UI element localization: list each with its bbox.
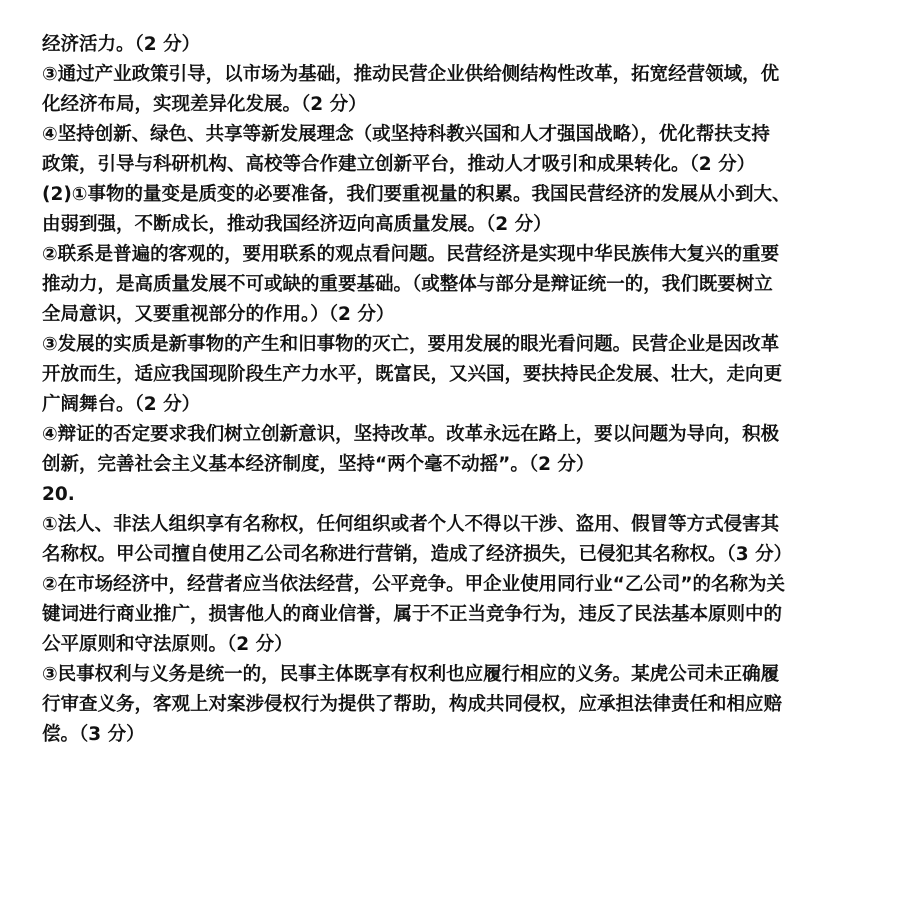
text-line: 键词进行商业推广，损害他人的商业信誉，属于不正当竞争行为，违反了民法基本原则中的 [42, 604, 783, 625]
text-line: 偿。（3 分） [42, 724, 145, 745]
text-line: 经济活力。（2 分） [42, 34, 201, 55]
question-number: 20. [42, 484, 75, 505]
text-line: ②联系是普遍的客观的，要用联系的观点看问题。民营经济是实现中华民族伟大复兴的重要 [42, 244, 780, 265]
text-line: ④坚持创新、绿色、共享等新发展理念（或坚持科教兴国和人才强国战略），优化帮扶支持 [42, 124, 770, 145]
text-line: 政策，引导与科研机构、高校等合作建立创新平台，推动人才吸引和成果转化。（2 分） [42, 154, 756, 175]
text-line: 公平原则和守法原则。（2 分） [42, 634, 293, 655]
text-line: 化经济布局，实现差异化发展。（2 分） [42, 94, 367, 115]
text-line: ①法人、非法人组织享有名称权，任何组织或者个人不得以干涉、盗用、假冒等方式侵害其 [42, 514, 780, 535]
answer-text-block [42, 30, 892, 750]
text-line: ④辩证的否定要求我们树立创新意识，坚持改革。改革永远在路上，要以问题为导向，积极 [42, 424, 780, 445]
text-line: 全局意识，又要重视部分的作用。）（2 分） [42, 304, 395, 325]
text-line: 广阔舞台。（2 分） [42, 394, 201, 415]
text-line: 由弱到强，不断成长，推动我国经济迈向高质量发展。（2 分） [42, 214, 552, 235]
text-line: (2)①事物的量变是质变的必要准备，我们要重视量的积累。我国民营经济的发展从小到大、 [42, 184, 791, 205]
text-line: ②在市场经济中，经营者应当依法经营，公平竞争。甲企业使用同行业“乙公司”的名称为关 [42, 574, 785, 595]
text-line: ③民事权利与义务是统一的，民事主体既享有权利也应履行相应的义务。某虎公司未正确履 [42, 664, 780, 685]
text-line: 推动力，是高质量发展不可或缺的重要基础。（或整体与部分是辩证统一的，我们既要树立 [42, 274, 773, 295]
text-line: 行审查义务，客观上对案涉侵权行为提供了帮助，构成共同侵权，应承担法律责任和相应赔 [42, 694, 783, 715]
text-line: 开放而生，适应我国现阶段生产力水平，既富民，又兴国，要扶持民企发展、壮大，走向更 [42, 364, 783, 385]
text-line: 名称权。甲公司擅自使用乙公司名称进行营销，造成了经济损失，已侵犯其名称权。（3 分） [42, 544, 793, 565]
text-line: 创新，完善社会主义基本经济制度，坚持“两个毫不动摇”。（2 分） [42, 454, 595, 475]
text-line: ③通过产业政策引导，以市场为基础，推动民营企业供给侧结构性改革，拓宽经营领域，优 [42, 64, 780, 85]
text-line: ③发展的实质是新事物的产生和旧事物的灭亡，要用发展的眼光看问题。民营企业是因改革 [42, 334, 780, 355]
